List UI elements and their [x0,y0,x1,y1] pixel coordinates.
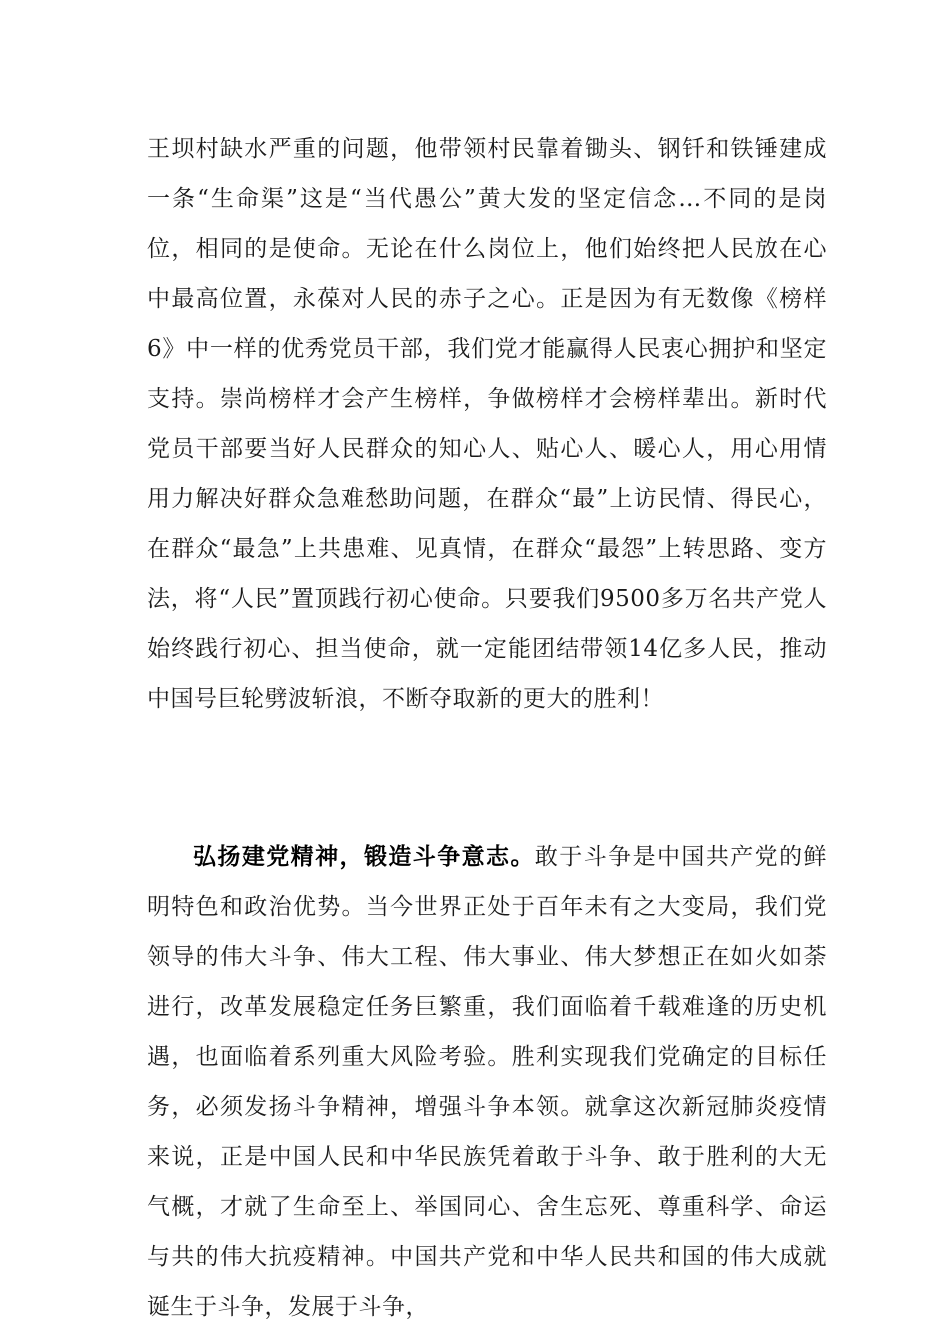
body-paragraph-1: 王坝村缺水严重的问题，他带领村民靠着锄头、钢钎和铁锤建成一条“生命渠”这是“当代愚公”黄大发的坚定信念…不同的是岗位，相同的是使命。无论在什么岗位上，他们始终把人民放在心中最高位置，永葆对人民的赤子之心。正是因为有无数像《榜样6》中一样的优秀党员干部，我们党才能赢得人民衷心拥护和坚定支持。崇尚榜样才会产生榜样，争做榜样才会榜样辈出。新时代党员干部要当好人民群众的知心人、贴心人、暖心人，用心用情用力解决好群众急难愁助问题，在群众“最”上访民情、得民心，在群众“最急”上共患难、见真情，在群众“最怨”上转思路、变方法，将“人民”置顶践行初心使命。只要我们9500多万名共产党人始终践行初心、担当使命，就一定能团结带领14亿多人民，推动中国号巨轮劈波斩浪，不断夺取新的更大的胜利！ [147,136,827,712]
paragraph-heading: 弘扬建党精神，锻造斗争意志。 [193,843,535,870]
body-paragraph-2 [147,832,827,1332]
paragraph-body-text: 敢于斗争是中国共产党的鲜明特色和政治优势。当今世界正处于百年未有之大变局，我们党领导的伟大斗争、伟大工程、伟大事业、伟大梦想正在如火如荼进行，改革发展稳定任务巨繁重，我们面临着千载难逢的历史机遇，也面临着系列重大风险考验。胜利实现我们党确定的目标任务，必须发扬斗争精神，增强斗争本领。就拿这次新冠肺炎疫情来说，正是中国人民和中华民族凭着敢于斗争、敢于胜利的大无气概，才就了生命至上、举国同心、舍生忘死、尊重科学、命运与共的伟大抗疫精神。中国共产党和中华人民共和国的伟大成就诞生于斗争，发展于斗争， [147,844,828,1320]
